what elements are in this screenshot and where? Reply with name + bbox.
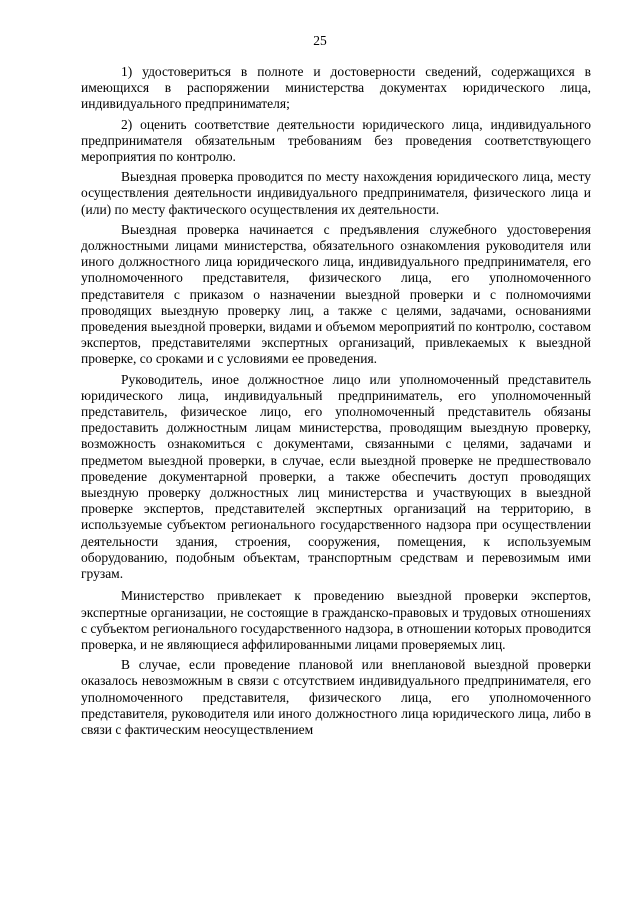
paragraph-access-obligations: Руководитель, иное должностное лицо или уполномоченный представитель юридического лица, индивидуальный предприниматель, его уполномоченный представитель, физическое лицо, его уполномоченный представитель обязаны предоставить должностным лицам министерства, проводящим выездную проверку, возможность ознакомиться с документами, связанными с целями, задачами и предметом выездной проверки, в случае, если выездной проверке не предшествовало проведение документарной проверки, а также обеспечить доступ проводящих выездную проверку должностных лиц министерства и участвующих в выездной проверке экспертов, представителей экспертных организаций на территорию, в используемые субъектом регионального государственного надзора при осуществлении деятельности здания, строения, сооружения, помещения, к используемым оборудованию, подобным объектам, транспортным средствам и перевозимым ими грузам.	[81, 371, 591, 582]
paragraph-site-inspection-start: Выездная проверка начинается с предъявления служебного удостоверения должностными лицами министерства, обязательного ознакомления руководителя или иного должностного лица юридического лица, индивидуального предпринимателя, его уполномоченного представителя, физического лица, его уполномоченного представителя с приказом о назначении выездной проверки и с полномочиями проводящих выездную проверку лиц, а также с целями, задачами, основаниями проведения выездной проверки, видами и объемом мероприятий по контролю, составом экспертов, представителями экспертных организаций, привлекаемых к выездной проверке, со сроками и с условиями ее проведения.	[81, 221, 591, 367]
paragraph-inspection-impossible: В случае, если проведение плановой или внеплановой выездной проверки оказалось невозможным в связи с отсутствием индивидуального предпринимателя, его уполномоченного представителя, физического лица, его уполномоченного представителя, руководителя или иного должностного лица юридического лица, либо в связи с фактическим неосуществлением	[81, 657, 591, 737]
paragraph-item-2: 2) оценить соответствие деятельности юридического лица, индивидуального предпринимателя обязательным требованиям без проведения соответствующего мероприятия по контролю.	[81, 116, 591, 165]
paragraph-item-1: 1) удостовериться в полноте и достоверности сведений, содержащихся в имеющихся в распоряжении министерства документах юридического лица, индивидуального предпринимателя;	[81, 64, 591, 112]
paragraph-site-inspection-location: Выездная проверка проводится по месту нахождения юридического лица, месту осуществления деятельности индивидуального предпринимателя, физического лица и (или) по месту фактического осуществления их деятельности.	[81, 169, 591, 217]
page-number: 25	[313, 33, 327, 48]
document-body	[81, 64, 591, 742]
paragraph-experts: Министерство привлекает к проведению выездной проверки экспертов, экспертные организации, не состоящие в гражданско-правовых и трудовых отношениях с субъектом регионального государственного надзора, в отношении которых проводится проверка, и не являющиеся аффилированными лицами проверяемых лиц.	[81, 588, 591, 652]
